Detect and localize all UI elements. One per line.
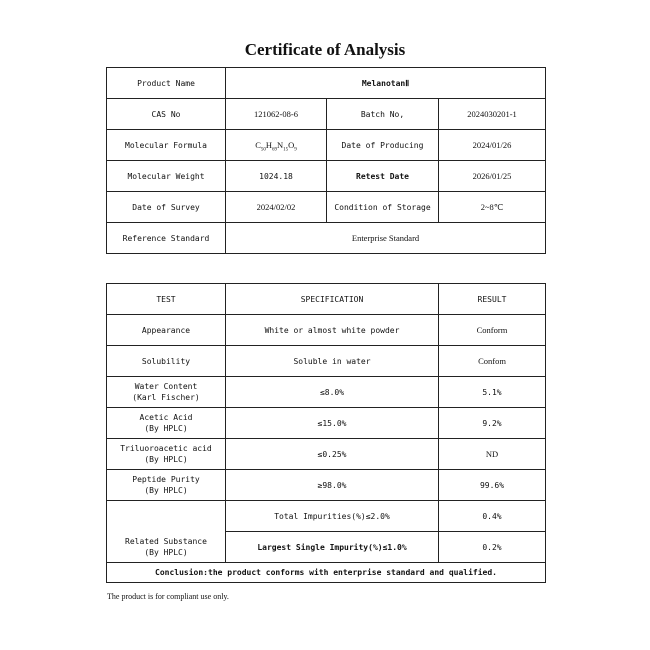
formula-row bbox=[107, 130, 546, 161]
test-spec: ≥98.0% bbox=[226, 470, 439, 501]
largest-impurity-result: 0.2% bbox=[439, 532, 546, 563]
test-row bbox=[107, 377, 546, 408]
reference-row bbox=[107, 223, 546, 254]
test-spec: White or almost white powder bbox=[226, 315, 439, 346]
test-name: Appearance bbox=[107, 315, 226, 346]
test-row bbox=[107, 408, 546, 439]
molecular-weight-value: 1024.18 bbox=[226, 161, 327, 192]
batch-label: Batch No, bbox=[327, 99, 439, 130]
batch-value: 2024030201-1 bbox=[439, 99, 546, 130]
conclusion-text: Conclusion:the product conforms with enterprise standard and qualified. bbox=[107, 563, 546, 583]
footnote: The product is for compliant use only. bbox=[107, 592, 229, 601]
product-name-row bbox=[107, 68, 546, 99]
test-spec: ≤15.0% bbox=[226, 408, 439, 439]
test-result: 99.6% bbox=[439, 470, 546, 501]
total-impurities-result: 0.4% bbox=[439, 501, 546, 532]
test-spec: ≤8.0% bbox=[226, 377, 439, 408]
product-name-value: MelanotanⅡ bbox=[226, 68, 546, 99]
formula-label: Molecular Formula bbox=[107, 130, 226, 161]
result-header: RESULT bbox=[439, 284, 546, 315]
test-spec: ≤0.25% bbox=[226, 439, 439, 470]
related-substance-row bbox=[107, 501, 546, 532]
product-info-table bbox=[106, 67, 546, 254]
test-name: Water Content (Karl Fischer) bbox=[107, 377, 226, 408]
date-producing-value: 2024/01/26 bbox=[439, 130, 546, 161]
test-results-table bbox=[106, 283, 546, 583]
formula-value: $C_{50}H_{69}N_{15}O_9$ bbox=[226, 130, 327, 161]
cas-value: 121062-08-6 bbox=[226, 99, 327, 130]
test-row bbox=[107, 439, 546, 470]
test-result: 9.2% bbox=[439, 408, 546, 439]
test-result: Confom bbox=[439, 346, 546, 377]
molecular-weight-row bbox=[107, 161, 546, 192]
test-name: Acetic Acid (By HPLC) bbox=[107, 408, 226, 439]
test-row bbox=[107, 470, 546, 501]
test-name: Triluoroacetic acid (By HPLC) bbox=[107, 439, 226, 470]
retest-date-label: Retest Date bbox=[327, 161, 439, 192]
conclusion-row bbox=[107, 563, 546, 583]
test-name: Solubility bbox=[107, 346, 226, 377]
reference-value: Enterprise Standard bbox=[226, 223, 546, 254]
survey-date-value: 2024/02/02 bbox=[226, 192, 327, 223]
reference-label: Reference Standard bbox=[107, 223, 226, 254]
largest-impurity-spec: Largest Single Impurity(%)≤1.0% bbox=[226, 532, 439, 563]
cas-label: CAS No bbox=[107, 99, 226, 130]
total-impurities-spec: Total Impurities(%)≤2.0% bbox=[226, 501, 439, 532]
test-result: Conform bbox=[439, 315, 546, 346]
storage-value: 2~8℃ bbox=[439, 192, 546, 223]
survey-row bbox=[107, 192, 546, 223]
test-result: ND bbox=[439, 439, 546, 470]
test-result: 5.1% bbox=[439, 377, 546, 408]
survey-date-label: Date of Survey bbox=[107, 192, 226, 223]
document-title: Certificate of Analysis bbox=[244, 40, 406, 59]
test-row bbox=[107, 346, 546, 377]
storage-label: Condition of Storage bbox=[327, 192, 439, 223]
product-name-label: Product Name bbox=[107, 68, 226, 99]
retest-date-value: 2026/01/25 bbox=[439, 161, 546, 192]
molecular-weight-label: Molecular Weight bbox=[107, 161, 226, 192]
test-name: Peptide Purity (By HPLC) bbox=[107, 470, 226, 501]
cas-row bbox=[107, 99, 546, 130]
spec-header: SPECIFICATION bbox=[226, 284, 439, 315]
test-header-row bbox=[107, 284, 546, 315]
test-spec: Soluble in water bbox=[226, 346, 439, 377]
test-row bbox=[107, 315, 546, 346]
test-header: TEST bbox=[107, 284, 226, 315]
date-producing-label: Date of Producing bbox=[327, 130, 439, 161]
related-substance-name: Related Substance (By HPLC) bbox=[107, 501, 226, 563]
